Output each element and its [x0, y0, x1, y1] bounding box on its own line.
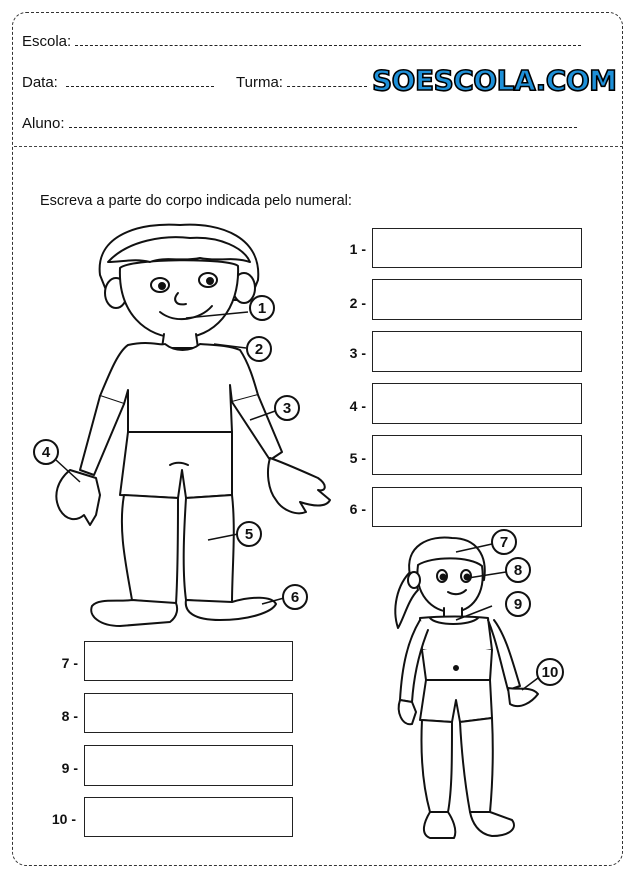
instruction-text: Escreva a parte do corpo indicada pelo numeral: [40, 193, 352, 209]
answer-10-box[interactable] [84, 797, 293, 837]
answer-7-box[interactable] [84, 641, 293, 681]
answer-8-box[interactable] [84, 693, 293, 733]
boy-illustration [56, 225, 330, 626]
answer-6-label: 6 - [349, 501, 366, 517]
callout-2-label: 2 [254, 341, 264, 358]
callout-4-label: 4 [41, 444, 51, 461]
answer-3-label: 3 - [349, 345, 366, 361]
answer-5-box[interactable] [372, 435, 582, 475]
callout-6-label: 6 [290, 589, 300, 606]
soescola-logo: SOESCOLA.COM [372, 64, 617, 97]
callout-3-label: 3 [282, 400, 292, 417]
answer-8-label: 8 - [61, 708, 78, 724]
answer-2-label: 2 - [349, 295, 366, 311]
answer-9-box[interactable] [84, 745, 293, 786]
callout-1-label: 1 [257, 300, 267, 317]
answer-4-box[interactable] [372, 383, 582, 424]
answer-9-label: 9 - [61, 760, 78, 776]
answer-1-box[interactable] [372, 228, 582, 268]
callout-8-label: 8 [513, 562, 523, 579]
callout-10-label: 10 [541, 664, 559, 681]
aluno-label: Aluno: [22, 115, 65, 132]
answer-3-box[interactable] [372, 331, 582, 372]
answer-10-label: 10 - [51, 811, 76, 827]
answer-1-label: 1 - [349, 241, 366, 257]
data-label: Data: [22, 74, 58, 91]
callout-5-label: 5 [244, 526, 254, 543]
answer-2-box[interactable] [372, 279, 582, 320]
escola-label: Escola: [22, 33, 72, 50]
callout-7-label: 7 [499, 534, 509, 551]
answer-7-label: 7 - [61, 655, 78, 671]
answer-4-label: 4 - [349, 398, 366, 414]
answer-6-box[interactable] [372, 487, 582, 527]
turma-label: Turma: [236, 74, 283, 91]
answer-5-label: 5 - [349, 450, 366, 466]
callout-9-label: 9 [513, 596, 523, 613]
